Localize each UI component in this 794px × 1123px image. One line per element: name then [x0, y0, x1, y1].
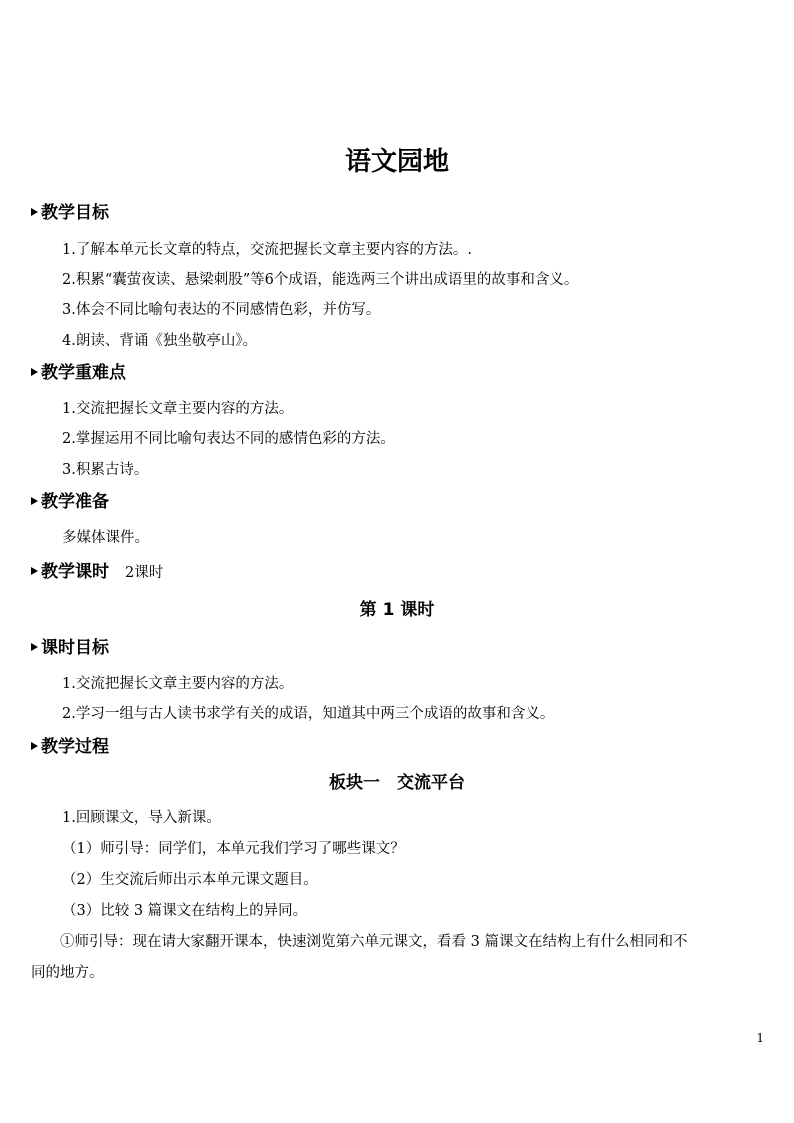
lesson-title: 第 1 课时 — [359, 600, 435, 620]
goal-item: 4.朗读、背诵《独坐敬亭山》。 — [62, 333, 258, 349]
key-point-item: 3.积累古诗。 — [62, 462, 149, 478]
section-heading-key-points: 教学重难点 — [31, 361, 126, 385]
triangle-bullet-icon — [31, 208, 38, 216]
process-item: （1）师引导：同学们，本单元我们学习了哪些课文？ — [62, 841, 405, 857]
hours-value: 2课时 — [125, 565, 164, 581]
process-item: ①师引导：现在请大家翻开课本，快速浏览第六单元课文，看看 3 篇课文在结构上有什么相同和不 — [60, 934, 688, 950]
block-title: 板块一 交流平台 — [329, 773, 465, 793]
lesson-goal-item: 1.交流把握长文章主要内容的方法。 — [62, 676, 294, 692]
triangle-bullet-icon — [31, 368, 38, 376]
section-heading-process: 教学过程 — [31, 735, 109, 759]
triangle-bullet-icon — [31, 497, 38, 505]
section-heading-hours: 教学课时 2课时 — [31, 560, 163, 585]
goal-item: 3.体会不同比喻句表达的不同感情色彩，并仿写。 — [62, 302, 381, 318]
triangle-bullet-icon — [31, 643, 38, 651]
lesson-goal-item: 2.学习一组与古人读书求学有关的成语，知道其中两三个成语的故事和含义。 — [62, 706, 555, 722]
page-number: 1 — [756, 1031, 764, 1045]
process-item: 同的地方。 — [31, 965, 104, 981]
section-heading-preparation: 教学准备 — [31, 490, 109, 514]
triangle-bullet-icon — [31, 742, 38, 750]
key-point-item: 1.交流把握长文章主要内容的方法。 — [62, 401, 294, 417]
section-heading-lesson-goals: 课时目标 — [31, 636, 109, 660]
goal-item: 1.了解本单元长文章的特点，交流把握长文章主要内容的方法。. — [62, 242, 472, 258]
section-heading-goals: 教学目标 — [31, 201, 109, 225]
triangle-bullet-icon — [31, 567, 38, 575]
preparation-item: 多媒体课件。 — [62, 530, 149, 546]
document-title: 语文园地 — [344, 147, 449, 177]
process-item: （3）比较 3 篇课文在结构上的异同。 — [62, 903, 308, 919]
goal-item: 2.积累“囊萤夜读、悬梁刺股”等6个成语，能选两三个讲出成语里的故事和含义。 — [62, 272, 579, 288]
process-item: （2）生交流后师出示本单元课文题目。 — [62, 872, 318, 888]
key-point-item: 2.掌握运用不同比喻句表达不同的感情色彩的方法。 — [62, 431, 395, 447]
process-item: 1.回顾课文，导入新课。 — [62, 810, 221, 826]
